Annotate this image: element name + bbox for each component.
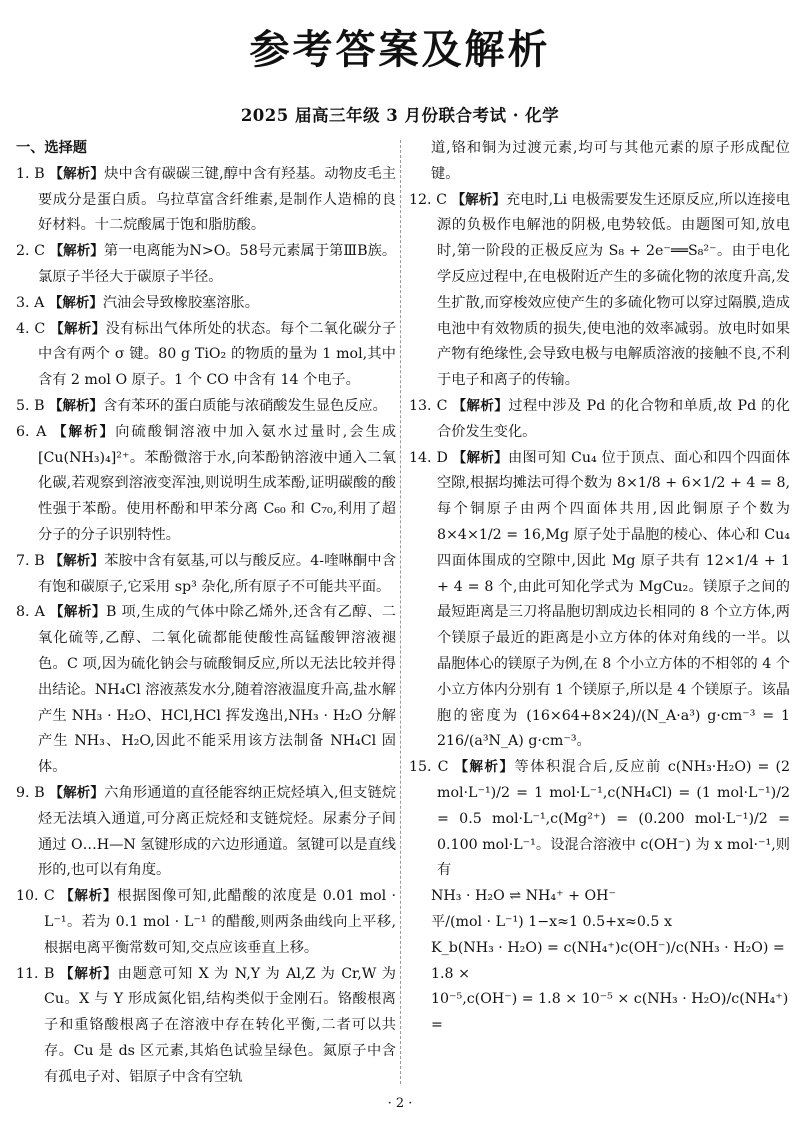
analysis-text: 含有苯环的蛋白质能与浓硝酸发生显色反应。	[103, 397, 387, 414]
answer-item	[409, 446, 790, 756]
answer-choice: C	[436, 191, 448, 208]
answer-choice: C	[34, 320, 46, 337]
question-number: 8.	[16, 604, 30, 621]
analysis-text: 等体积混合后,反应前 c(NH₃·H₂O) = (2 mol·L⁻¹)/2 = 1 mol·L⁻¹,c(NH₄Cl) = (1 mol·L⁻¹)/2 = 0.5 mol·L⁻¹,c(Mg²⁺) = (0.200 mol·L⁻¹)/2 = 0.100 mol·L⁻¹。设混合溶液中 c(OH⁻) 为 x mol·⁻¹,则有	[437, 759, 791, 879]
exam-subtitle: 2025 届高三年级 3 月份联合考试 · 化学	[240, 106, 560, 125]
analysis-tag: 【解析】	[49, 552, 105, 569]
column-divider	[400, 140, 401, 1084]
analysis-text: 充电时,Li 电极需要发生还原反应,所以连接电源的负极作电解池的阴极,电势较低。由题图可知,放电时,第一阶段的正极反应为 S₈ + 2e⁻══S₈²⁻。由于电化学反应过程中,在电极附近产生的多硫化物的浓度升高,发生扩散,而穿梭效应使产生的多硫化物可以穿过隔膜,造成电池中有效物质的损失,使电池的效率减弱。放电时如果产物有绝缘性,会导致电极与电解质溶液的接触不良,不利于电子和离子的传输。	[437, 191, 790, 389]
answer-item	[16, 291, 396, 317]
left-column	[16, 136, 396, 1090]
question-number: 15.	[409, 759, 432, 776]
question-number: 11.	[16, 965, 39, 982]
question-number: 4.	[16, 320, 30, 337]
math-line: K_b(NH₃ · H₂O) = c(NH₄⁺)c(OH⁻)/c(NH₃ · H₂O) = 1.8 ×	[431, 939, 785, 982]
answer-item	[16, 420, 396, 549]
analysis-tag: 【解析】	[52, 423, 116, 440]
page-number: · 2 ·	[387, 1096, 413, 1111]
question-number: 6.	[16, 423, 30, 440]
answer-item	[409, 188, 790, 394]
question-number: 13.	[409, 397, 432, 414]
analysis-text: 向硫酸铜溶液中加入氨水过量时,会生成[Cu(NH₃)₄]²⁺。苯酚微溶于水,向苯酚钠溶液中通入二氧化碳,若观察到溶液变浑浊,则说明生成苯酚,证明碳酸的酸性强于苯酚。使用杯酚和甲苯分离 C₆₀ 和 C₇₀,利用了超分子的分子识别特性。	[38, 423, 397, 543]
answer-choice: B	[34, 397, 45, 414]
answer-item	[16, 600, 396, 781]
answer-choice: C	[34, 243, 45, 260]
answer-choice: B	[34, 552, 45, 569]
analysis-tag: 【解析】	[48, 294, 103, 311]
answer-choice: C	[43, 888, 55, 905]
answer-choice: C	[436, 397, 448, 414]
answer-item	[16, 962, 396, 1091]
analysis-tag: 【解析】	[49, 397, 104, 414]
answer-item	[16, 162, 396, 239]
math-line: NH₃ · H₂O ⇌ NH₄⁺ + OH⁻	[431, 888, 616, 905]
answer-choice: A	[34, 294, 45, 311]
answer-choice: B	[34, 165, 45, 182]
analysis-tag: 【解析】	[50, 320, 106, 337]
answer-continuation: 道,铬和铜为过渡元素,均可与其他元素的原子形成配位键。	[431, 140, 790, 182]
question-number: 1.	[16, 165, 30, 182]
analysis-tag: 【解析】	[452, 397, 509, 414]
question-number: 14.	[409, 449, 432, 466]
analysis-text: 由题意可知 X 为 N,Y 为 Al,Z 为 Cr,W 为 Cu。X 与 Y 形成氮化铝,结构类似于金刚石。铬酸根离子和重铬酸根离子在溶液中存在转化平衡,二者可以共存。Cu 是 ds 区元素,其焰色试验呈绿色。氮原子中含有孤电子对、铝原子中含有空轨	[44, 965, 396, 1085]
right-column	[409, 136, 790, 1039]
analysis-tag: 【解析】	[454, 759, 515, 776]
question-number: 3.	[16, 294, 30, 311]
answer-choice: B	[44, 965, 55, 982]
analysis-text: 苯胺中含有氨基,可以与酸反应。4-喹啉酮中含有饱和碳原子,它采用 sp³ 杂化,所有原子不可能共平面。	[38, 552, 397, 595]
answer-item	[16, 781, 396, 884]
answer-choice: B	[34, 784, 45, 801]
answer-item	[409, 755, 790, 884]
answer-choice: A	[34, 604, 45, 621]
analysis-tag: 【解析】	[49, 243, 104, 260]
analysis-tag: 【解析】	[49, 604, 107, 621]
answer-item	[16, 884, 396, 961]
question-number: 7.	[16, 552, 30, 569]
math-line: 10⁻⁵,c(OH⁻) = 1.8 × 10⁻⁵ × c(NH₃ · H₂O)/c(NH₄⁺) =	[431, 991, 789, 1034]
question-number: 5.	[16, 397, 30, 414]
answer-item	[16, 239, 396, 291]
analysis-tag: 【解析】	[452, 449, 509, 466]
analysis-text: 六角形通道的直径能容纳正烷烃填入,但支链烷烃无法填入通道,可分离正烷烃和支链烷烃。尿素分子间通过 O…H—N 氢键形成的六边形通道。氢键可以是直线形的,也可以有角度。	[38, 784, 397, 879]
analysis-tag: 【解析】	[59, 965, 118, 982]
analysis-tag: 【解析】	[451, 191, 506, 208]
analysis-text: 第一电离能为N>O。58号元素属于第ⅢB族。氯原子半径大于碳原子半径。	[38, 243, 397, 285]
section-heading: 一、选择题	[16, 140, 87, 156]
answer-item	[409, 394, 790, 446]
answer-choice: A	[36, 423, 47, 440]
analysis-tag: 【解析】	[49, 784, 105, 801]
page-banner: 参考答案及解析	[249, 27, 551, 73]
analysis-text: 过程中涉及 Pd 的化合物和单质,故 Pd 的化合价发生变化。	[437, 397, 791, 440]
math-line: 平/(mol · L⁻¹) 1−x≈1 0.5+x≈0.5 x	[431, 913, 672, 930]
answer-choice: D	[436, 449, 448, 466]
analysis-text: B 项,生成的气体中除乙烯外,还含有乙醇、二氧化硫等,乙醇、二氧化硫都能使酸性高锰酸钾溶液褪色。C 项,因为硫化钠会与硫酸铜反应,所以无法比较并得出结论。NH₄Cl 溶液蒸发水分,随着溶液温度升高,盐水解产生 NH₃ · H₂O、HCl,HCl 挥发逸出,NH₃ · H₂O 分解产生 NH₃、H₂O,因此不能采用该方法制备 NH₄Cl 固体。	[38, 604, 396, 776]
analysis-text: 没有标出气体所处的状态。每个二氧化碳分子中含有两个 σ 键。80 g TiO₂ 的物质的量为 1 mol,其中含有 2 mol O 原子。1 个 CO 中含有 14 个电子。	[38, 320, 397, 389]
answer-item	[16, 317, 396, 394]
question-number: 12.	[409, 191, 432, 208]
answer-item	[16, 549, 396, 601]
question-number: 2.	[16, 243, 30, 260]
analysis-tag: 【解析】	[49, 165, 105, 182]
analysis-text: 由图可知 Cu₄ 位于顶点、面心和四个四面体空隙,根据均摊法可得个数为 8×1/8 + 6×1/2 + 4 = 8,每个铜原子由两个四面体共用,因此铜原子个数为 8×4×1/2 = 16,Mg 原子处于晶胞的棱心、体心和 Cu₄ 四面体围成的空隙中,因此 Mg 原子共有 12×1/4 + 1 + 4 = 8 个,由此可知化学式为 MgCu₂。镁原子之间的最短距离是三刀将晶胞切割成边长相同的 8 个立方体,两个镁原子最近的距离是小立方体的体对角线的一半。以晶胞体心的镁原子为例,在 8 个小立方体的不相邻的 4 个小立方体内分别有 1 个镁原子,所以是 4 个镁原子。该晶胞的密度为 (16×64+8×24)/(N_A·a³) g·cm⁻³ = 1 216/(a³N_A) g·cm⁻³。	[437, 449, 791, 750]
question-number: 9.	[16, 784, 30, 801]
analysis-text: 根据图像可知,此醋酸的浓度是 0.01 mol · L⁻¹。若为 0.1 mol · L⁻¹ 的醋酸,则两条曲线向上平移,根据电离平衡常数可知,交点应该垂直上移。	[44, 888, 397, 956]
analysis-text: 汽油会导致橡胶塞溶胀。	[102, 294, 259, 311]
analysis-tag: 【解析】	[60, 888, 118, 905]
analysis-text: 炔中含有碳碳三键,醇中含有羟基。动物皮毛主要成分是蛋白质。乌拉草富含纤维素,是制作人造棉的良好材料。十二烷酸属于饱和脂肪酸。	[38, 165, 397, 234]
question-number: 10.	[16, 888, 39, 905]
answer-choice: C	[437, 759, 449, 776]
answer-item	[16, 394, 396, 420]
